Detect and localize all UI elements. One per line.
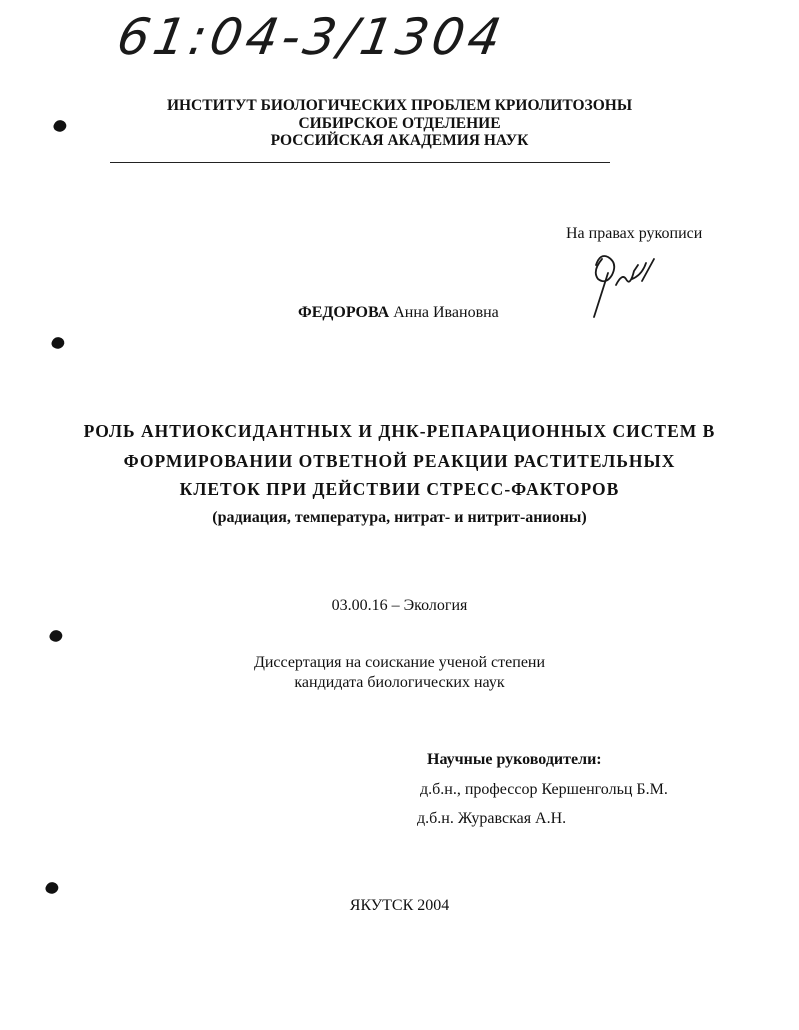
author-given-names: Анна Ивановна — [393, 304, 499, 321]
institution-name: ИНСТИТУТ БИОЛОГИЧЕСКИХ ПРОБЛЕМ КРИОЛИТОЗОНЫ — [166, 97, 633, 114]
institution-branch: СИБИРСКОЕ ОТДЕЛЕНИЕ — [298, 115, 501, 132]
author-name — [298, 304, 499, 322]
scan-punch-mark — [50, 335, 66, 351]
author-signature — [572, 245, 662, 325]
scan-punch-mark — [48, 628, 64, 644]
scan-punch-mark — [44, 880, 60, 896]
place-year: ЯКУТСК 2004 — [349, 897, 450, 914]
degree-line-2: кандидата биологических наук — [294, 674, 505, 691]
title-line-2: ФОРМИРОВАНИИ ОТВЕТНОЙ РЕАКЦИИ РАСТИТЕЛЬНЫХ — [123, 451, 676, 471]
institution-academy: РОССИЙСКАЯ АКАДЕМИЯ НАУК — [270, 132, 529, 149]
supervisor-1: д.б.н., профессор Кершенгольц Б.М. — [420, 781, 668, 798]
specialty-code: 03.00.16 – Экология — [331, 597, 468, 614]
archive-number-handwritten: 61:04-3/1304 — [112, 8, 510, 66]
title-line-3: КЛЕТОК ПРИ ДЕЙСТВИИ СТРЕСС-ФАКТОРОВ — [179, 479, 620, 499]
header-divider — [110, 162, 610, 163]
title-line-1: РОЛЬ АНТИОКСИДАНТНЫХ И ДНК-РЕПАРАЦИОННЫХ СИСТЕМ В — [83, 421, 716, 441]
degree-line-1: Диссертация на соискание ученой степени — [253, 654, 546, 671]
title-subtitle: (радиация, температура, нитрат- и нитрит-анионы) — [212, 509, 587, 526]
supervisor-2: д.б.н. Журавская А.Н. — [417, 810, 567, 827]
supervisors-heading: Научные руководители: — [427, 751, 602, 768]
rights-notice: На правах рукописи — [566, 225, 703, 242]
author-surname: ФЕДОРОВА — [298, 304, 390, 321]
